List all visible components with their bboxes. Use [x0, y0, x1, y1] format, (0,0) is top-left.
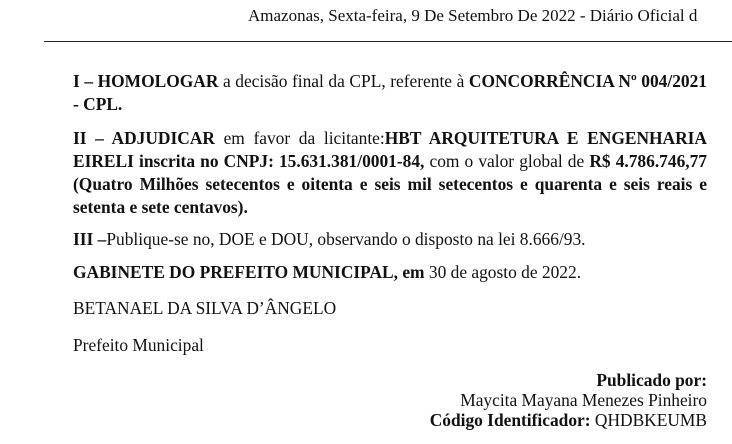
item-publique	[73, 228, 707, 251]
item-homologar	[73, 70, 707, 116]
item-adjudicar-company: HBT ARQUITETURA E ENGENHARIA EIRELI inscrita no CNPJ: 15.631.381/0001-84,	[73, 128, 707, 171]
item-publique-text: Publique-se no, DOE e DOU, observando o disposto na lei 8.666/93.	[106, 229, 586, 249]
closing-date: 30 de agosto de 2022.	[424, 262, 582, 282]
item-adjudicar	[73, 127, 707, 219]
signatory-name: BETANAEL DA SILVA D’ÂNGELO	[73, 298, 337, 318]
item-homologar-reference: CONCORRÊNCIA Nº 004/2021 - CPL.	[73, 71, 707, 114]
item-adjudicar-text: em favor da licitante:	[214, 128, 385, 148]
item-adjudicar-text2: com o valor global de	[424, 151, 590, 171]
signatory-title: Prefeito Municipal	[73, 335, 204, 355]
closing-line	[73, 261, 707, 284]
item-homologar-text: a decisão final da CPL, referente à	[218, 71, 469, 91]
page-header: Amazonas, Sexta-feira, 9 De Setembro De 2022 - Diário Oficial d	[248, 6, 698, 25]
identifier-code: QHDBKEUMB	[590, 410, 707, 430]
item-adjudicar-amount: R$ 4.786.746,77 (Quatro Milhões setecentos e oitenta e seis mil setecentos e quarenta e seis reais e setenta e sete centavos).	[73, 151, 707, 217]
item-adjudicar-lead: II – ADJUDICAR	[73, 128, 215, 148]
item-publique-lead: III –	[73, 229, 107, 249]
identifier-code-line	[430, 410, 707, 431]
identifier-code-label: Código Identificador:	[429, 410, 591, 430]
item-homologar-lead: I – HOMOLOGAR	[73, 71, 219, 91]
closing-office: GABINETE DO PREFEITO MUNICIPAL, em	[73, 262, 425, 282]
publisher-name: Maycita Mayana Menezes Pinheiro	[460, 390, 707, 410]
header-divider	[44, 41, 732, 42]
published-by-label: Publicado por:	[596, 370, 707, 390]
